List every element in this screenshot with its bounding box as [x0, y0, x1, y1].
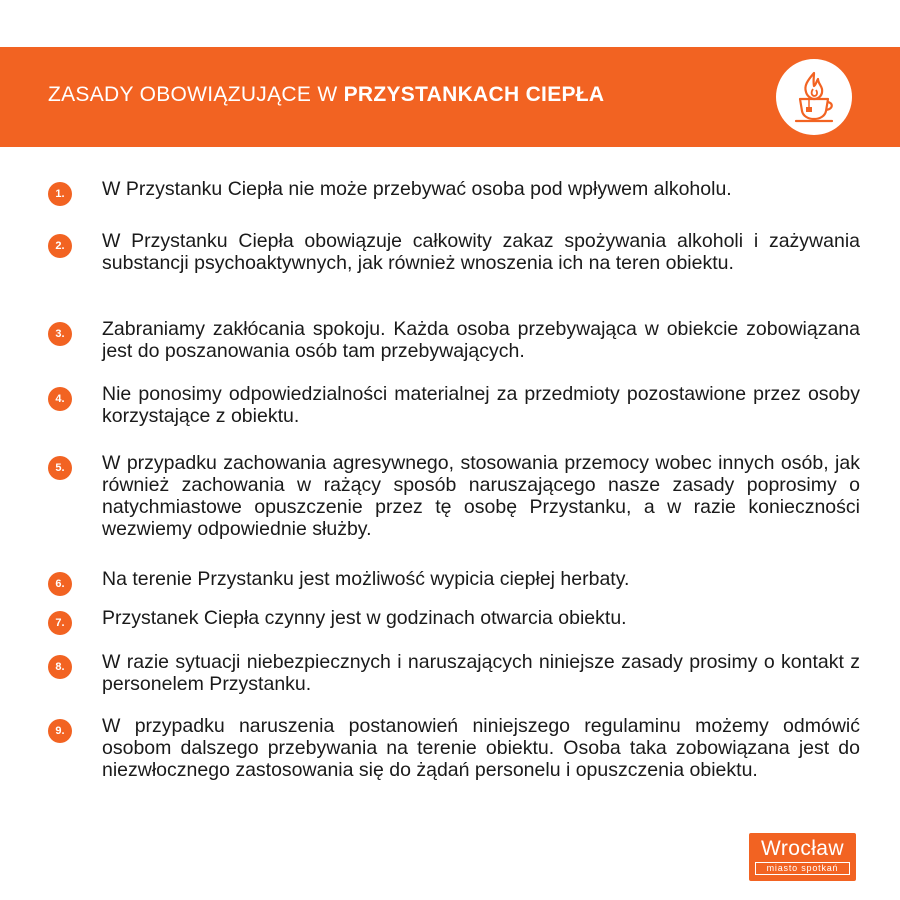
rule-number-badge: 8. — [48, 655, 72, 679]
rule-text: Zabraniamy zakłócania spokoju. Każda osoba przebywająca w obiekcie zobowiązana jest do poszanowania osób tam przebywających. — [102, 318, 860, 362]
rule-number-badge: 2. — [48, 234, 72, 258]
rule-number-badge: 4. — [48, 387, 72, 411]
rule-number-badge: 3. — [48, 322, 72, 346]
rule-text: Nie ponosimy odpowiedzialności materialnej za przedmioty pozostawione przez osoby korzystające z obiektu. — [102, 383, 860, 427]
rule-number-badge: 1. — [48, 182, 72, 206]
page-title — [48, 83, 604, 107]
rule-number-badge: 5. — [48, 456, 72, 480]
cup-with-flame-icon — [776, 59, 852, 135]
header-banner — [0, 47, 900, 147]
wroclaw-logo — [749, 833, 856, 881]
title-bold: PRZYSTANKACH CIEPŁA — [343, 83, 605, 106]
rule-text: Przystanek Ciepła czynny jest w godzinach otwarcia obiektu. — [102, 607, 627, 629]
rule-text: W przypadku naruszenia postanowień niniejszego regulaminu możemy odmówić osobom dalszego przebywania na terenie obiektu. Osoba taka zobowiązana jest do niezwłocznego zastosowania się do żądań personelu i opuszczenia obiektu. — [102, 715, 860, 781]
rule-number-badge: 6. — [48, 572, 72, 596]
rule-text: W razie sytuacji niebezpiecznych i naruszających niniejsze zasady prosimy o kontakt z personelem Przystanku. — [102, 651, 860, 695]
rule-number-badge: 7. — [48, 611, 72, 635]
rule-number-badge: 9. — [48, 719, 72, 743]
wroclaw-logo-name: Wrocław — [761, 837, 844, 860]
rule-text: W Przystanku Ciepła nie może przebywać osoba pod wpływem alkoholu. — [102, 178, 732, 200]
title-regular: ZASADY OBOWIĄZUJĄCE W — [48, 83, 344, 106]
wroclaw-logo-tagline: miasto spotkań — [755, 862, 850, 875]
rule-text: Na terenie Przystanku jest możliwość wypicia ciepłej herbaty. — [102, 568, 630, 590]
rule-text: W przypadku zachowania agresywnego, stosowania przemocy wobec innych osób, jak również zachowania w rażący sposób naruszającego nasze zasady poprosimy o natychmiastowe opuszczenie przez tę osobę Przystanku, a w razie konieczności wezwiemy odpowiednie służby. — [102, 452, 860, 540]
rule-text: W Przystanku Ciepła obowiązuje całkowity zakaz spożywania alkoholi i zażywania substancji psychoaktywnych, jak również wnoszenia ich na teren obiektu. — [102, 230, 860, 274]
